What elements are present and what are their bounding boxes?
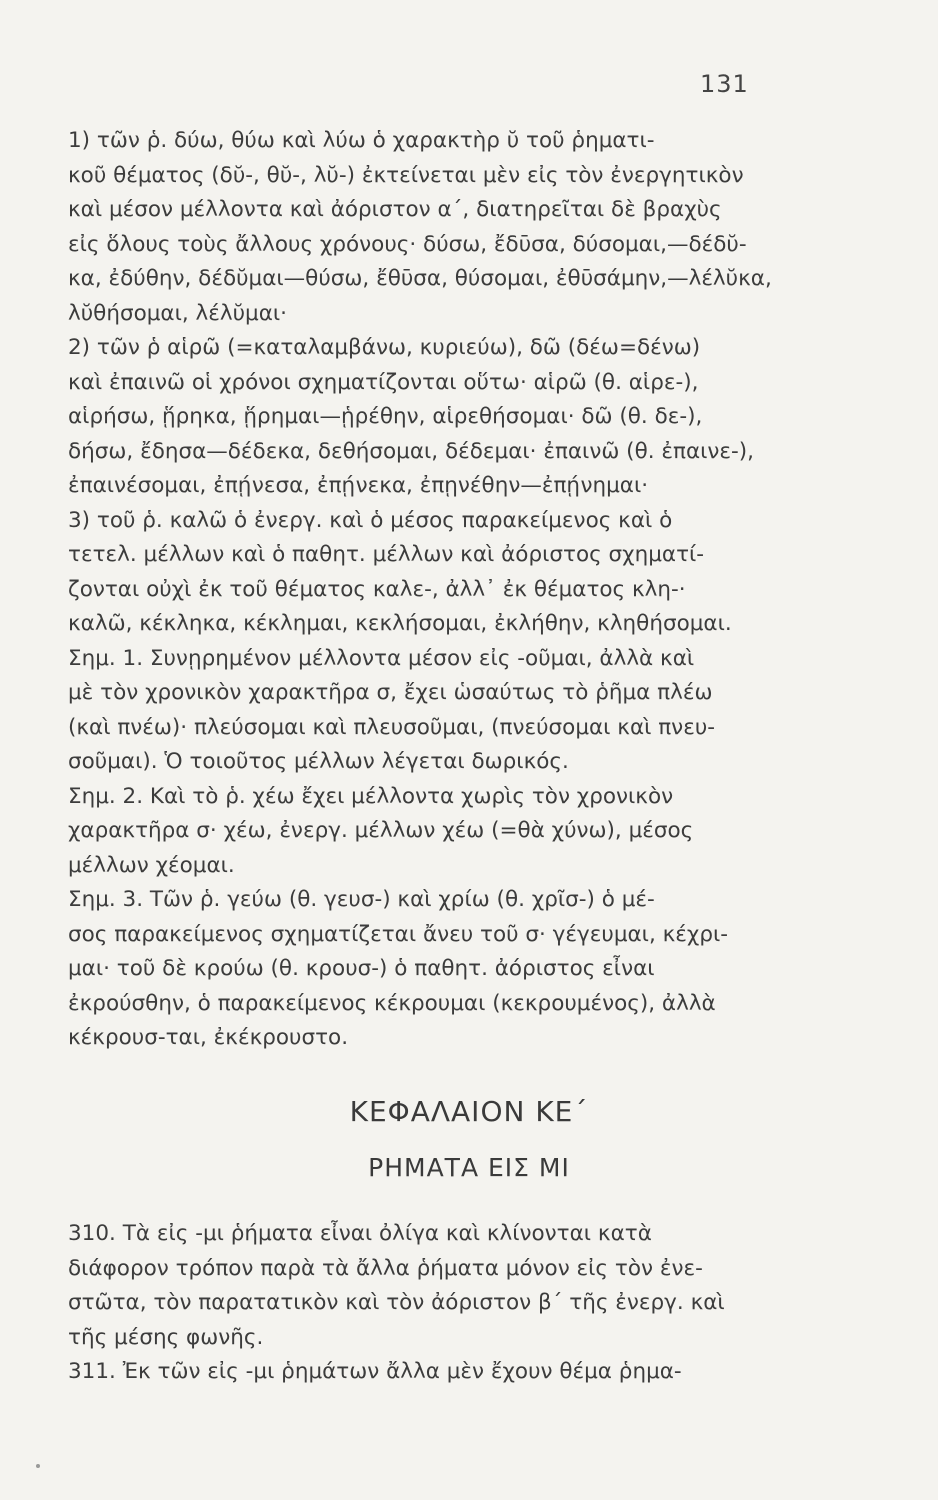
text-line: κοῦ θέματος (δῠ-, θῠ-, λῠ-) ἐκτείνεται μὲν εἰς τὸν ἐνεργητικὸν: [68, 162, 744, 188]
text-line: μὲ τὸν χρονικὸν χαρακτῆρα σ, ἔχει ὡσαύτως τὸ ῥῆμα πλέω: [68, 680, 713, 705]
text-line: Σημ. 2. Καὶ τὸ ῥ. χέω ἔχει μέλλοντα χωρὶς τὸν χρονικὸν: [68, 783, 674, 809]
text-line: 1) τῶν ῥ. δύω, θύω καὶ λύω ὁ χαρακτὴρ ῠ τοῦ ῥηματι-: [68, 128, 655, 153]
chapter-heading: ΚΕΦΑΛΑΙΟΝ ΚΕ΄: [349, 1095, 589, 1128]
text-line: 2) τῶν ῥ αἱρῶ (=καταλαμβάνω, κυριεύω), δῶ (δέω=δένω): [68, 335, 701, 360]
text-line: λῠθήσομαι, λέλῠμαι·: [68, 300, 287, 326]
text-line: δήσω, ἔδησα—δέδεκα, δεθήσομαι, δέδεμαι· ἐπαινῶ (θ. ἐπαινε-),: [68, 438, 755, 464]
text-line: αἱρήσω, ᾕρηκα, ᾕρημαι—ᾑρέθην, αἱρεθήσομαι· δῶ (θ. δε-),: [68, 404, 703, 429]
text-line: 311. Ἐκ τῶν εἰς -μι ῥημάτων ἄλλα μὲν ἔχουν θέμα ῥημα-: [68, 1359, 682, 1384]
page-number: 131: [700, 70, 749, 98]
text-line: καλῶ, κέκληκα, κέκλημαι, κεκλήσομαι, ἐκλήθην, κληθήσομαι.: [68, 611, 732, 636]
text-line: 310. Τὰ εἰς -μι ῥήματα εἶναι ὀλίγα καὶ κλίνονται κατὰ: [68, 1221, 652, 1246]
main-text-bottom: [68, 1217, 788, 1390]
text-line: σοῦμαι). Ὁ τοιοῦτος μέλλων λέγεται δωρικός.: [68, 749, 569, 774]
text-line: μαι· τοῦ δὲ κρούω (θ. κρουσ-) ὁ παθητ. ἀόριστος εἶναι: [68, 956, 655, 981]
text-line: ἐκρούσθην, ὁ παρακείμενος κέκρουμαι (κεκρουμένος), ἀλλὰ: [68, 990, 716, 1016]
main-text-top: [68, 124, 788, 1056]
text-line: καὶ ἐπαινῶ οἱ χρόνοι σχηματίζονται οὕτω· αἱρῶ (θ. αἱρε-),: [68, 369, 699, 395]
text-line: ζονται οὐχὶ ἐκ τοῦ θέματος καλε-, ἀλλ᾽ ἐκ θέματος κλη-·: [68, 576, 686, 602]
chapter-subheading: ΡΗΜΑΤΑ ΕΙΣ ΜΙ: [368, 1153, 570, 1182]
text-line: (καὶ πνέω)· πλεύσομαι καὶ πλευσοῦμαι, (πνεύσομαι καὶ πνευ-: [68, 714, 716, 740]
print-speck: [36, 1464, 40, 1468]
text-line: στῶτα, τὸν παρατατικὸν καὶ τὸν ἀόριστον β΄ τῆς ἐνεργ. καὶ: [68, 1290, 725, 1315]
text-line: καὶ μέσον μέλλοντα καὶ ἀόριστον α΄, διατηρεῖται δὲ βραχὺς: [68, 197, 722, 222]
text-line: χαρακτῆρα σ· χέω, ἐνεργ. μέλλων χέω (=θὰ χύνω), μέσος: [68, 818, 694, 843]
text-line: διάφορον τρόπον παρὰ τὰ ἄλλα ῥήματα μόνον εἰς τὸν ἐνε-: [68, 1255, 703, 1281]
text-line: εἰς ὅλους τοὺς ἄλλους χρόνους· δύσω, ἔδῡσα, δύσομαι,—δέδῠ-: [68, 231, 747, 257]
text-line: κα, ἐδύθην, δέδῠμαι—θύσω, ἔθῡσα, θύσομαι, ἐθῡσάμην,—λέλῠκα,: [68, 266, 772, 291]
text-line: μέλλων χέομαι.: [68, 852, 235, 878]
text-line: ἐπαινέσομαι, ἐπῄνεσα, ἐπῄνεκα, ἐπῃνέθην—ἐπῄνημαι·: [68, 473, 649, 498]
text-line: σος παρακείμενος σχηματίζεται ἄνευ τοῦ σ· γέγευμαι, κέχρι-: [68, 921, 729, 947]
text-line: κέκρουσ-ται, ἐκέκρουστο.: [68, 1025, 349, 1050]
text-line: 3) τοῦ ῥ. καλῶ ὁ ἐνεργ. καὶ ὁ μέσος παρακείμενος καὶ ὁ: [68, 507, 673, 533]
text-line: τετελ. μέλλων καὶ ὁ παθητ. μέλλων καὶ ἀόριστος σχηματί-: [68, 542, 705, 567]
text-line: Σημ. 1. Συνῃρημένον μέλλοντα μέσον εἰς -οῦμαι, ἀλλὰ καὶ: [68, 645, 695, 671]
text-line: Σημ. 3. Τῶν ῥ. γεύω (θ. γευσ-) καὶ χρίω (θ. χρῖσ-) ὁ μέ-: [68, 887, 655, 912]
text-line: τῆς μέσης φωνῆς.: [68, 1324, 264, 1350]
